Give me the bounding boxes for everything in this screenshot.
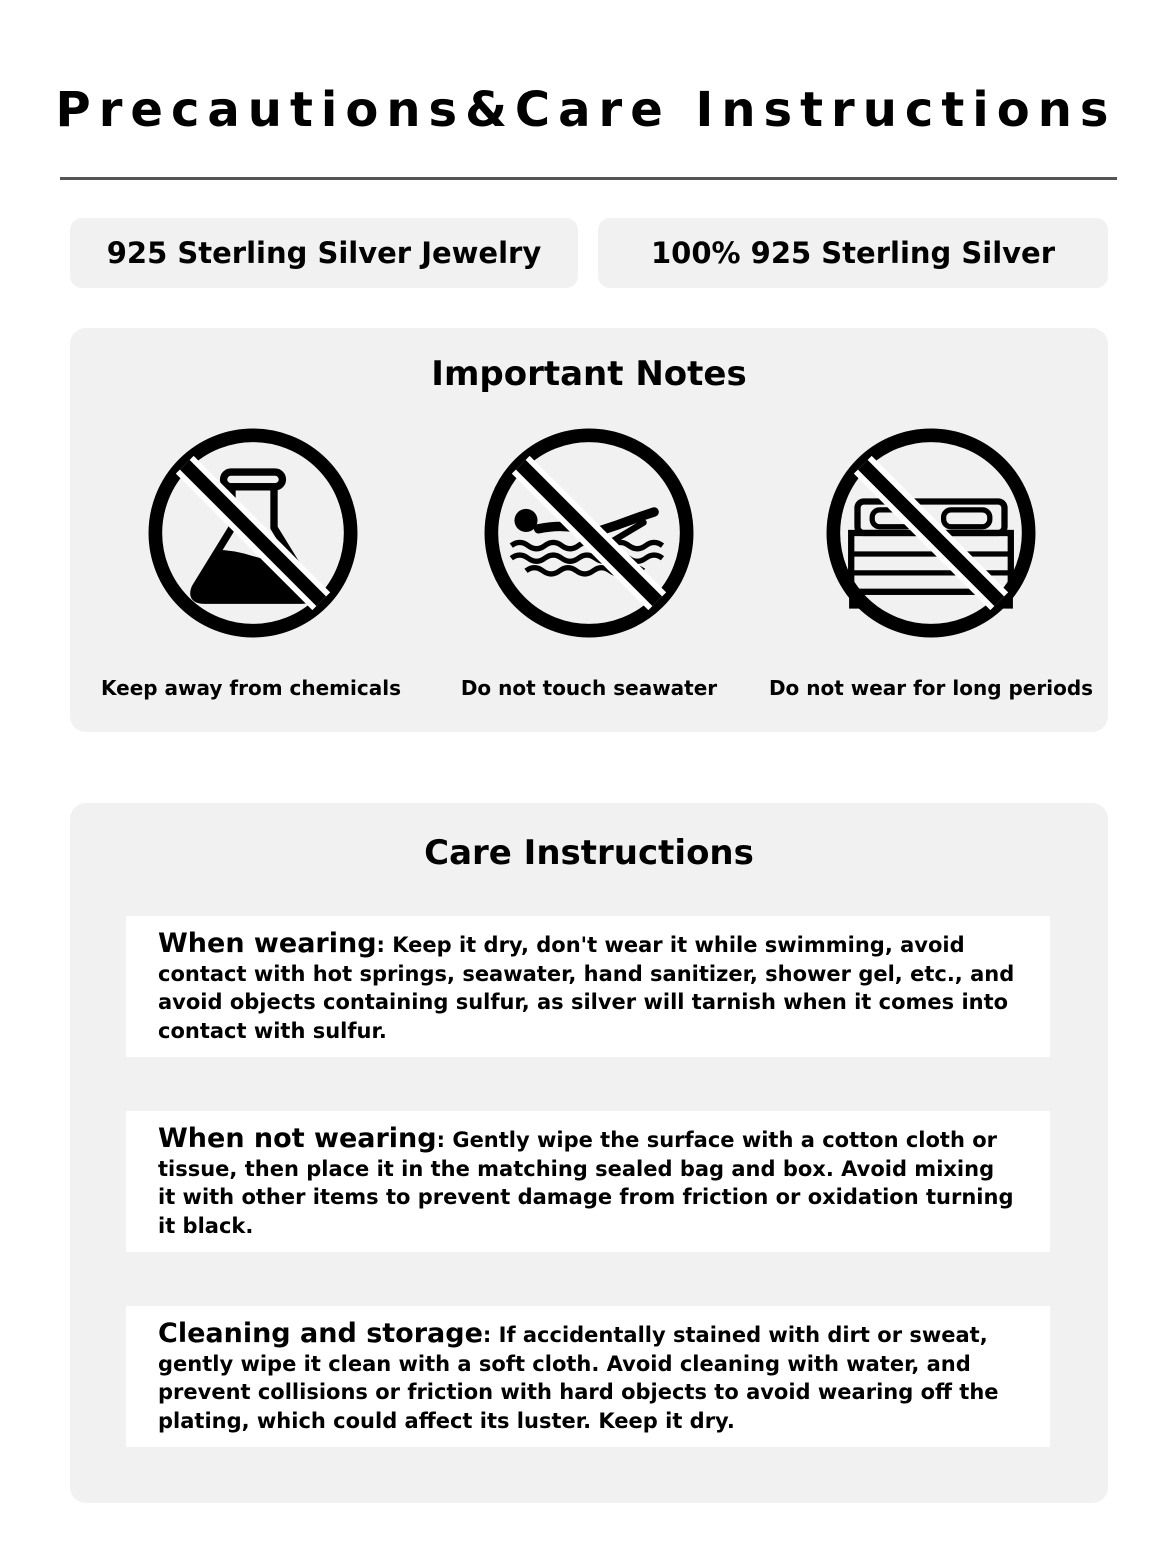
care-separator: : — [482, 1323, 492, 1347]
care-title-cleaning: Cleaning and storage — [158, 1318, 483, 1349]
care-body-not-wearing: Gently wipe the surface with a cotton cloth or tissue, then place it in the matching sealed bag and box. Avoid mixing it with other items to prevent damage from friction or oxidation turning it black. — [158, 1128, 1014, 1238]
no-swimming-icon — [484, 428, 694, 638]
care-title-not-wearing: When not wearing — [158, 1123, 437, 1154]
care-separator: : — [376, 933, 385, 957]
note-item-chemicals — [78, 428, 424, 718]
title-divider — [60, 177, 1117, 180]
material-badge: 925 Sterling Silver Jewelry — [70, 218, 578, 288]
care-text-cleaning — [158, 1320, 1018, 1435]
care-body-cleaning: If accidentally stained with dirt or sweat, gently wipe it clean with a soft cloth. Avoid cleaning with water, and prevent collisions or friction with hard objects to avoid wearing off the plating, which could affect its luster. Keep it dry. — [158, 1323, 999, 1433]
care-text-wearing — [158, 930, 1018, 1045]
care-card-wearing — [126, 916, 1050, 1057]
important-notes-panel — [70, 328, 1108, 732]
care-text-not-wearing — [158, 1125, 1018, 1240]
care-card-not-wearing — [126, 1111, 1050, 1252]
care-body-wearing: Keep it dry, don't wear it while swimming, avoid contact with hot springs, seawater, hand sanitizer, shower gel, etc., and avoid objects containing sulfur, as silver will tarnish when it comes into contact with sulfur. — [158, 933, 1015, 1043]
note-label-seawater: Do not touch seawater — [460, 676, 718, 700]
care-instructions-heading: Care Instructions — [424, 833, 754, 873]
care-instructions-panel — [70, 803, 1108, 1503]
note-item-seawater — [416, 428, 762, 718]
note-label-chemicals: Keep away from chemicals — [101, 676, 401, 700]
purity-badge: 100% 925 Sterling Silver — [598, 218, 1108, 288]
care-card-cleaning — [126, 1306, 1050, 1447]
care-separator: : — [436, 1128, 446, 1152]
no-chemicals-icon — [148, 428, 358, 638]
note-item-long-periods — [758, 428, 1104, 718]
page-title: Precautions&Care Instructions — [55, 82, 1117, 138]
note-label-long-periods: Do not wear for long periods — [768, 676, 1094, 700]
no-sleeping-icon — [826, 428, 1036, 638]
care-title-wearing: When wearing — [158, 928, 377, 959]
important-notes-heading: Important Notes — [431, 354, 747, 394]
